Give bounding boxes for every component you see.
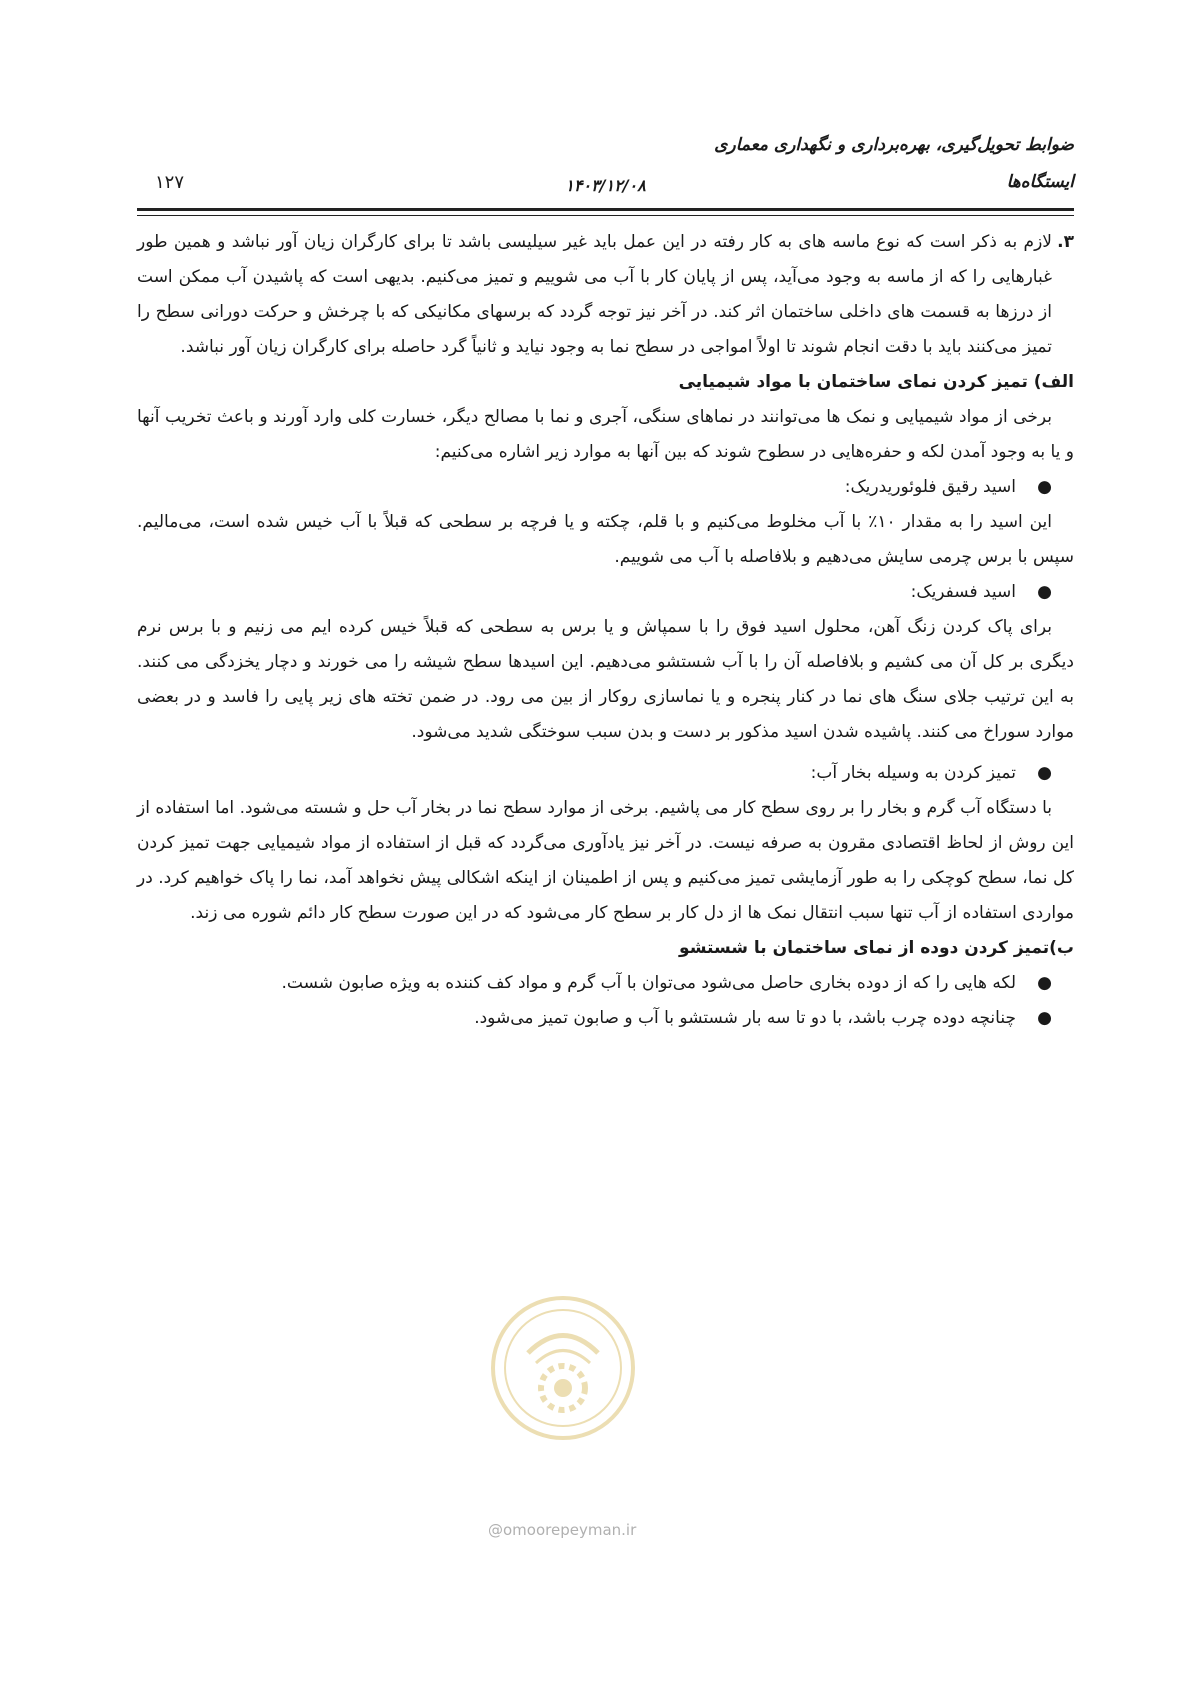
watermark-seal-icon (488, 1293, 638, 1443)
bullet-soot-2 (137, 1001, 1074, 1036)
header-row (137, 172, 1074, 200)
header-date: ۱۴۰۳/۱۲/۰۸ (565, 176, 646, 195)
bullet-label: اسید فسفریک: (910, 582, 1016, 602)
paragraph-chemicals: برخی از مواد شیمیایی و نمک ها می‌توانند در نماهای سنگی، آجری و نما با مصالح دیگر، خسارت کلی وارد آورند و باعث تخریب آنها و یا به وجود آمدن لکه و حفره‌هایی در سطوح شوند که بین آنها به موارد زیر اشاره می‌کنیم: (137, 407, 1074, 462)
bullet-label: تمیز کردن به وسیله بخار آب: (810, 763, 1016, 783)
bullet-dot: ● (1037, 477, 1052, 497)
header-title: ضوابط تحویل‌گیری، بهره‌برداری و نگهداری معماری (714, 135, 1074, 155)
bullet-label: اسید رقیق فلوئوریدریک: (844, 477, 1016, 497)
bullet-dot: ● (1037, 973, 1052, 993)
header-rule-thin (137, 215, 1074, 216)
bullet-phosphoric-acid (137, 575, 1074, 610)
watermark-url: @omoorepeyman.ir (488, 1521, 637, 1539)
section-heading-b: ب)تمیز کردن دوده از نمای ساختمان با شستشو (679, 938, 1074, 958)
page-number: ۱۲۷ (155, 172, 185, 193)
bullet-steam-cleaning (137, 756, 1074, 791)
numbered-paragraph-3 (137, 225, 1074, 365)
paragraph-phosphoric: برای پاک کردن زنگ آهن، محلول اسید فوق را با سمپاش و یا برس به سطحی که قبلاً خیس کرده ایم می زنیم و با برس نرم دیگری بر کل آن می کشیم و بلافاصله آن را با آب شستشو می‌دهیم. این اسیدها سطح شیشه را می خورند و دچار یخزدگی می کنند. به این ترتیب جلای سنگ های نما در کنار پنجره و یا نماسازی روکار از بین می رود. در ضمن تخته های زیر پایی را فاسد و در بعضی موارد سوراخ می کنند. پاشیده شدن اسید مذکور بر دست و بدن سبب سوختگی شدید می‌شود. (137, 617, 1074, 742)
paragraph-hydrofluoric: این اسید را به مقدار ۱۰٪ با آب مخلوط می‌کنیم و با قلم، چکته و یا فرچه بر سطحی که قبلاً با آب خیس شده است، می‌مالیم. سپس با برس چرمی سایش می‌دهیم و بلافاصله با آب می شوییم. (137, 512, 1074, 567)
bullet-dot: ● (1037, 582, 1052, 602)
bullet-dot: ● (1037, 763, 1052, 783)
item-number: ۳. (1057, 232, 1074, 252)
header-section: ایستگاه‌ها (1006, 172, 1074, 192)
paragraph-steam: با دستگاه آب گرم و بخار را بر روی سطح کار می پاشیم. برخی از موارد سطح نما در بخار آب حل و شسته می‌شود. اما استفاده از این روش از لحاظ اقتصادی مقرون به صرفه نیست. در آخر نیز یادآوری می‌گردد که قبل از استفاده از مواد شیمیایی جهت تمیز کردن کل نما، سطح کوچکی را به طور آزمایشی تمیز می‌کنیم و پس از اطمینان از اینکه اشکالی پیش نخواهد آمد، نما را پاک خواهیم کرد. در مواردی استفاده از آب تنها سبب انتقال نمک ها از دل کار بر سطح کار می‌شود که در این صورت سطح کار دائم شوره می زند. (137, 798, 1074, 923)
bullet-hydrofluoric-acid (137, 470, 1074, 505)
bullet-text: لکه هایی را که از دوده بخاری حاصل می‌شود می‌توان با آب گرم و مواد کف کننده به ویژه صابون شست. (281, 973, 1016, 993)
bullet-text: چنانچه دوده چرب باشد، با دو تا سه بار شستشو با آب و صابون تمیز می‌شود. (474, 1008, 1016, 1028)
document-body (137, 225, 1074, 1036)
header-rule-thick (137, 208, 1074, 211)
bullet-soot-1 (137, 966, 1074, 1001)
bullet-dot: ● (1037, 1008, 1052, 1028)
section-heading-a: الف) تمیز کردن نمای ساختمان با مواد شیمیایی (678, 372, 1074, 392)
item-text: لازم به ذکر است که نوع ماسه های به کار رفته در این عمل باید غیر سیلیسی باشد تا برای کارگران زیان آور نباشد و همین طور غبارهایی را که از ماسه به وجود می‌آید، پس از پایان کار با آب می شوییم و تمیز می‌کنیم. بدیهی است که پاشیدن آب ممکن است از درزها به قسمت های داخلی ساختمان اثر کند. در آخر نیز توجه گردد که برسهای مکانیکی که با چرخش و حرکت دورانی سطح را تمیز می‌کنند باید با دقت انجام شوند تا اولاً امواجی در سطح نما به وجود نیاید و ثانیاً گرد حاصله برای کارگران زیان آور نباشد. (137, 232, 1052, 357)
